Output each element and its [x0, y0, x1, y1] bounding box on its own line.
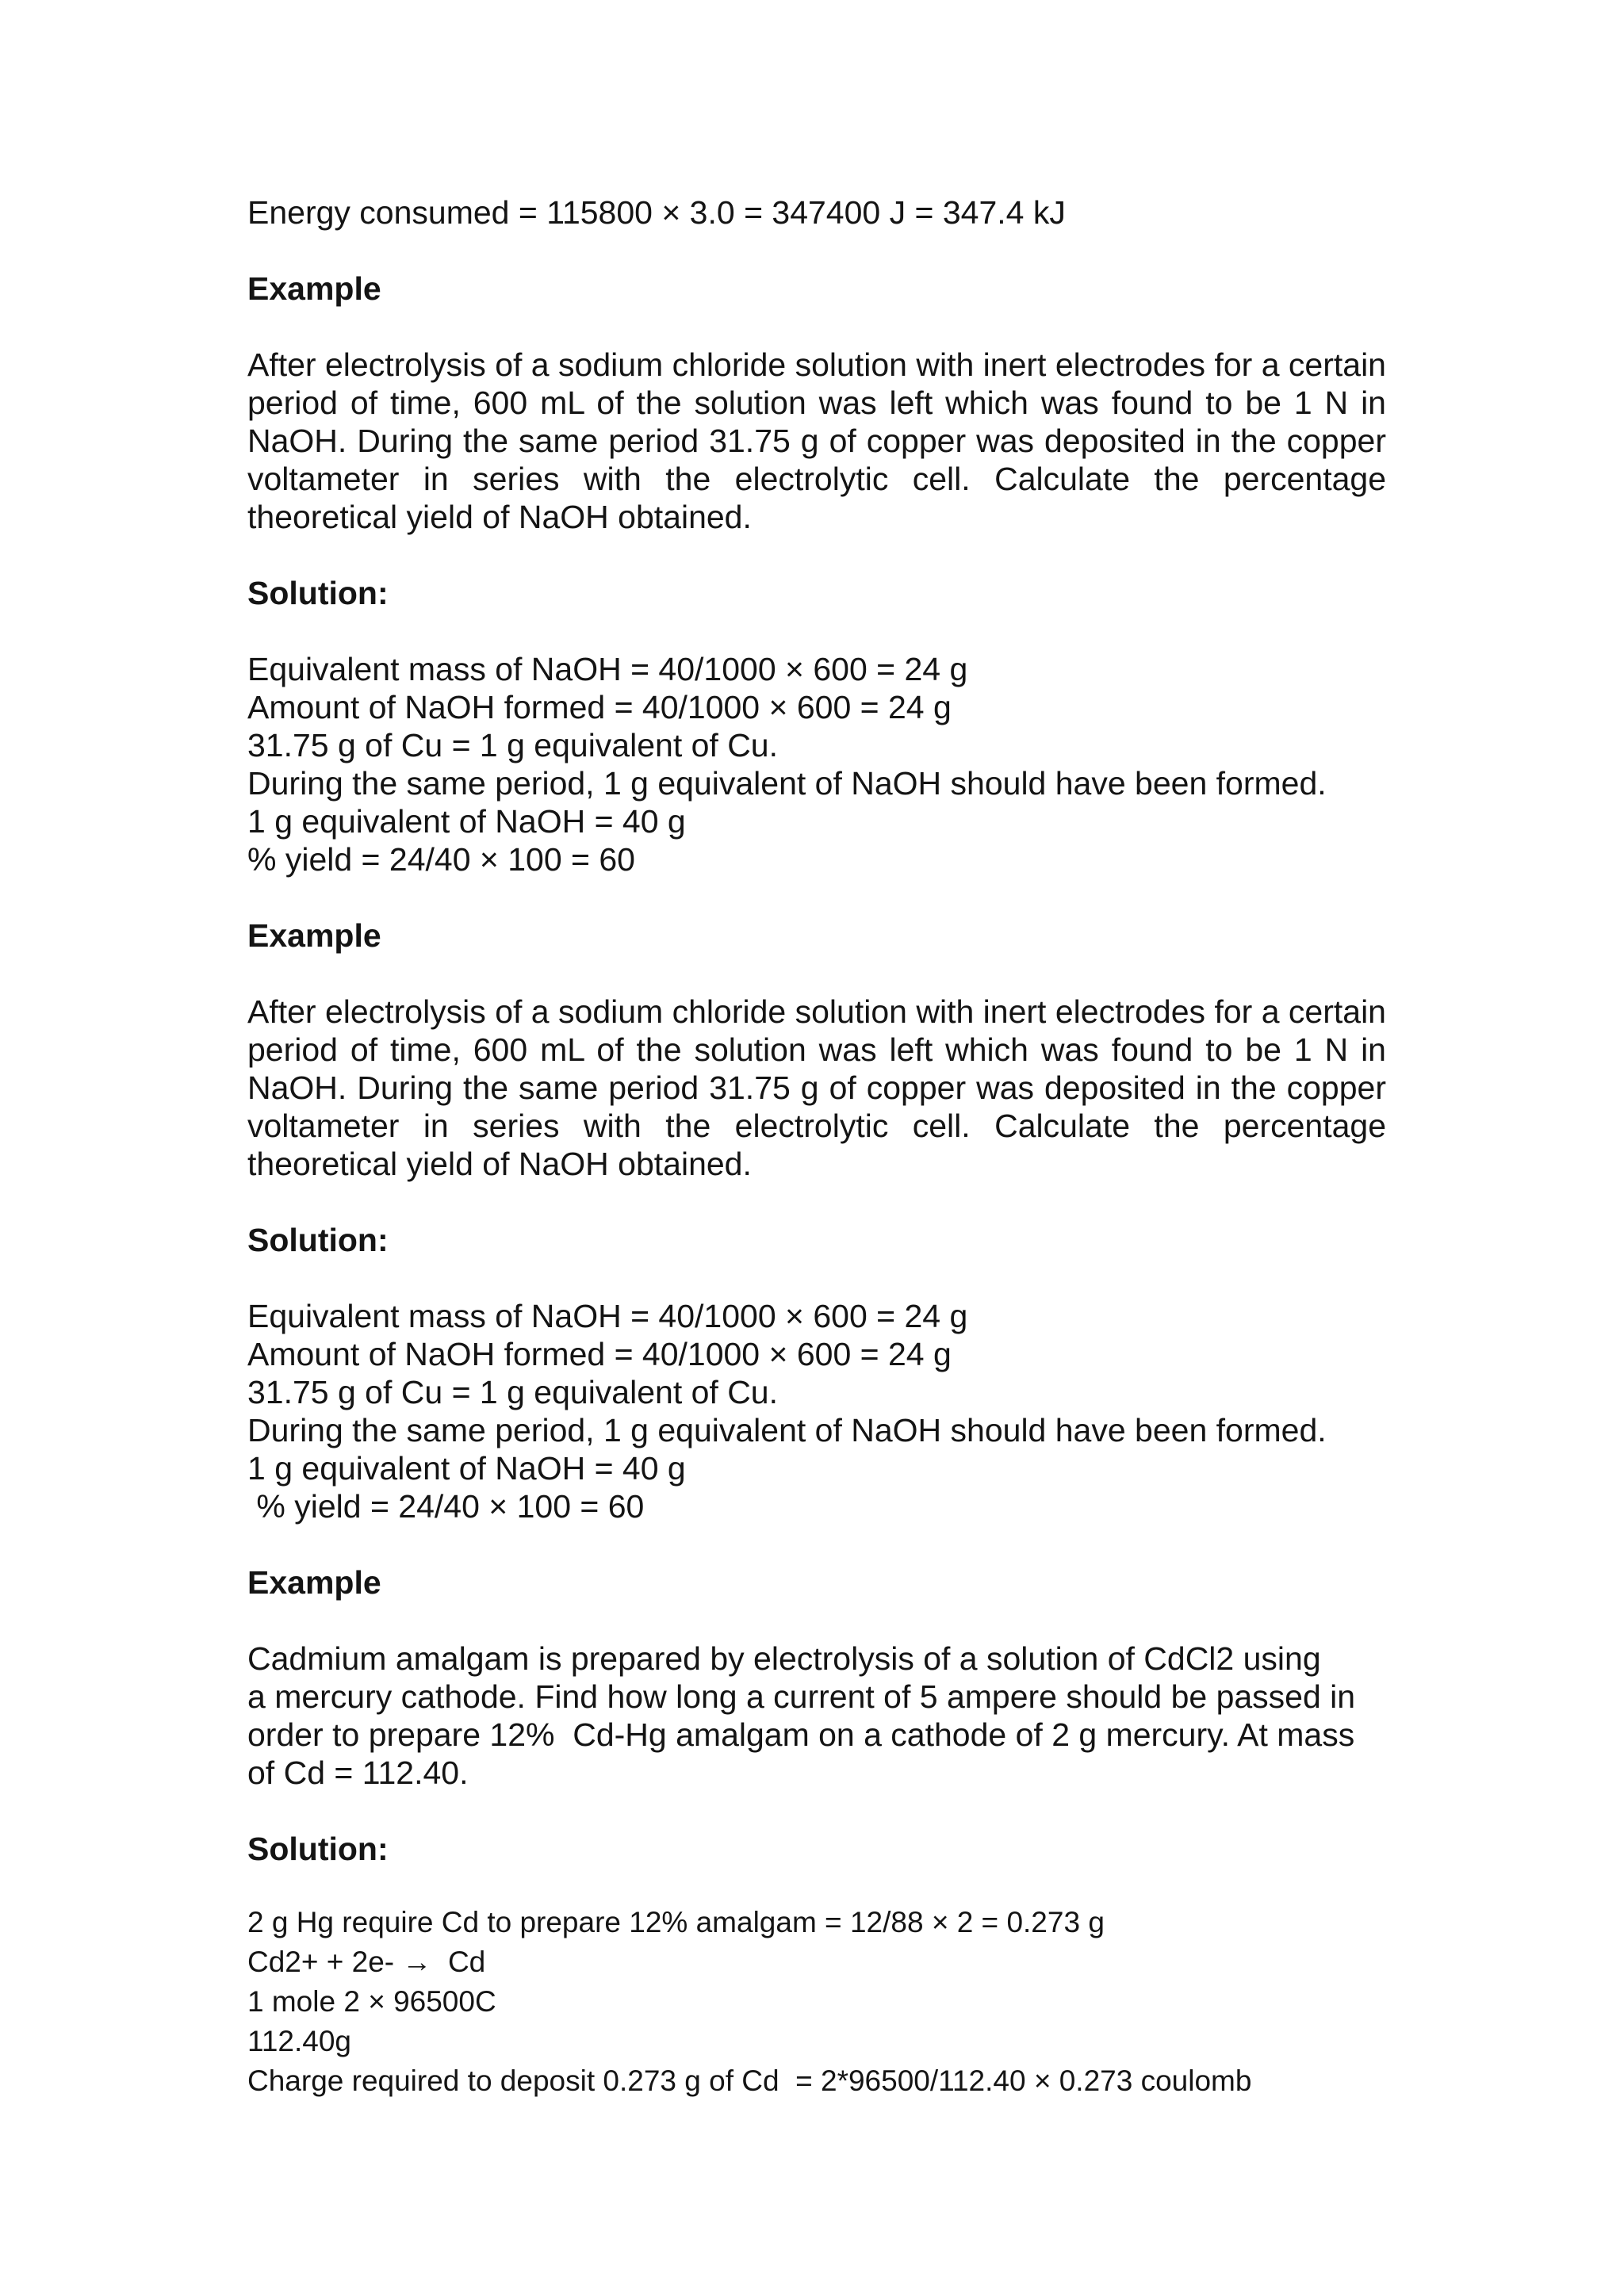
example-3-problem-line: of Cd = 112.40. — [247, 1755, 469, 1791]
example-3-problem-line: a mercury cathode. Find how long a current of 5 ampere should be passed in — [247, 1678, 1356, 1715]
example-2 — [247, 916, 1386, 1525]
example-1-solution-line: Amount of NaOH formed = 40/1000 × 600 = 24 g — [247, 689, 952, 725]
example-3-solution-line: 112.40g — [247, 2025, 351, 2057]
example-2-solution-line: 1 g equivalent of NaOH = 40 g — [247, 1450, 686, 1487]
example-1-solution-line: 31.75 g of Cu = 1 g equivalent of Cu. — [247, 727, 778, 763]
example-1-solution-line: During the same period, 1 g equivalent of NaOH should have been formed. — [247, 765, 1327, 802]
example-1-solution-line: 1 g equivalent of NaOH = 40 g — [247, 803, 686, 840]
energy-consumed-line: Energy consumed = 115800 × 3.0 = 347400 J = 347.4 kJ — [247, 194, 1066, 231]
example-3-solution-heading: Solution: — [247, 1831, 389, 1867]
example-3-solution-line: 2 g Hg require Cd to prepare 12% amalgam = 12/88 × 2 = 0.273 g — [247, 1906, 1105, 1938]
example-2-solution-line: 31.75 g of Cu = 1 g equivalent of Cu. — [247, 1374, 778, 1410]
example-3-solution-line: 1 mole 2 × 96500C — [247, 1985, 496, 2018]
example-3 — [247, 1563, 1386, 2101]
example-3-problem-line: order to prepare 12% Cd-Hg amalgam on a cathode of 2 g mercury. At mass — [247, 1716, 1355, 1753]
example-1-problem: After electrolysis of a sodium chloride solution with inert electrodes for a certain period of time, 600 mL of the solution was left which was found to be 1 N in NaOH. During the same period 31.75 g of copper was deposited in the copper voltameter in series with the electrolytic cell. Calculate the percentage theoretical yield of NaOH obtained. — [247, 346, 1386, 535]
example-1-solution-heading: Solution: — [247, 575, 389, 611]
example-2-heading: Example — [247, 917, 381, 954]
example-3-solution-line: Cd2+ + 2e- → Cd — [247, 1946, 486, 1978]
example-2-solution-line: During the same period, 1 g equivalent of NaOH should have been formed. — [247, 1412, 1327, 1448]
example-1 — [247, 270, 1386, 878]
example-2-solution-line: Equivalent mass of NaOH = 40/1000 × 600 = 24 g — [247, 1298, 968, 1334]
example-3-heading: Example — [247, 1564, 381, 1601]
example-2-solution-line: % yield = 24/40 × 100 = 60 — [247, 1488, 645, 1525]
example-2-solution-heading: Solution: — [247, 1222, 389, 1258]
example-1-solution-line: Equivalent mass of NaOH = 40/1000 × 600 = 24 g — [247, 651, 968, 687]
example-2-solution-line: Amount of NaOH formed = 40/1000 × 600 = 24 g — [247, 1336, 952, 1372]
example-3-problem-line: Cadmium amalgam is prepared by electrolysis of a solution of CdCl2 using — [247, 1640, 1321, 1677]
document-page — [247, 193, 1386, 2101]
example-3-solution-line: Charge required to deposit 0.273 g of Cd = 2*96500/112.40 × 0.273 coulomb — [247, 2064, 1252, 2097]
example-2-problem: After electrolysis of a sodium chloride solution with inert electrodes for a certain period of time, 600 mL of the solution was left which was found to be 1 N in NaOH. During the same period 31.75 g of copper was deposited in the copper voltameter in series with the electrolytic cell. Calculate the percentage theoretical yield of NaOH obtained. — [247, 993, 1386, 1182]
example-1-heading: Example — [247, 270, 381, 307]
example-1-solution-line: % yield = 24/40 × 100 = 60 — [247, 841, 635, 878]
